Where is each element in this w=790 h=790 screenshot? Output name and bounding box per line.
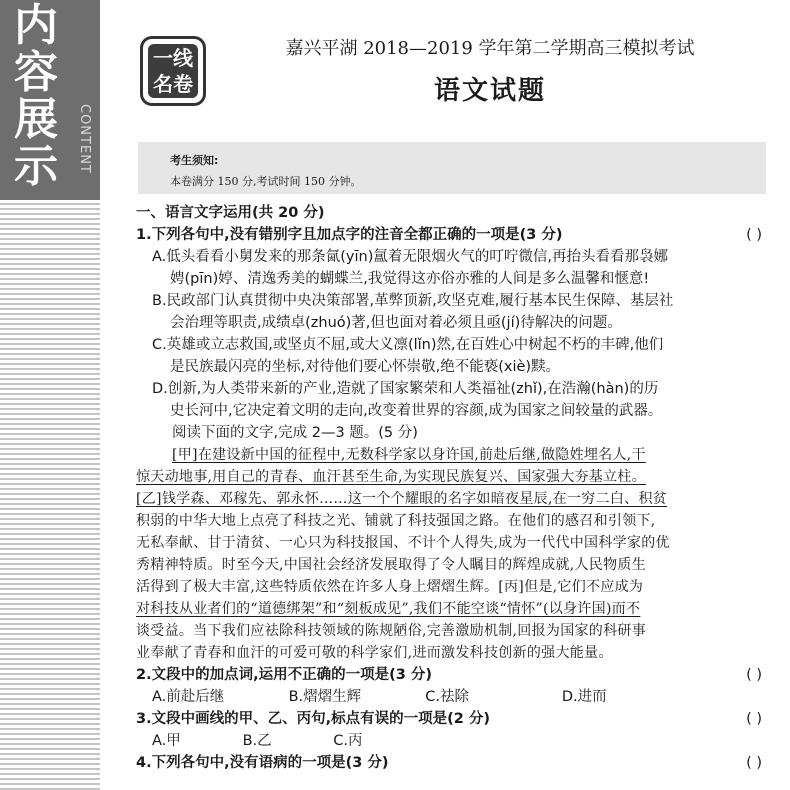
- question-2: [136, 664, 770, 686]
- question-4: [136, 752, 770, 774]
- passage-line: [乙]钱学森、邓稼先、郭永怀……这一个个耀眼的名字如暗夜星辰,在一穷二白、积贫: [136, 491, 668, 507]
- notice-box: [138, 142, 766, 194]
- sidebar-title-char: 内: [14, 0, 58, 51]
- question-1: [136, 224, 770, 246]
- passage-line: 对科技从业者们的“道德绑架”和“刻板成见”,我们不能空谈“情怀”(以身许国)而不: [136, 601, 641, 617]
- paper-badge-inner: [148, 44, 198, 98]
- subject-title: 语文试题: [433, 76, 546, 106]
- sidebar-title-char: 容: [14, 47, 58, 98]
- option-line: A.低头看看小舅发来的那条氤(yīn)氲着无限烟火气的叮咛微信,再抬头看看那袅娜: [152, 249, 668, 265]
- option-line: D.创新,为人类带来新的产业,造就了国家繁荣和人类福祉(zhǐ),在浩瀚(hàn)的历: [152, 381, 659, 397]
- passage-line: 活得到了极大丰富,这些特质依然在许多人身上熠熠生辉。[丙]但是,它们不应成为: [136, 579, 644, 595]
- option-line: 是民族最闪亮的坐标,对待他们要心怀崇敬,绝不能亵(xiè)黩。: [170, 359, 561, 375]
- option-a[interactable]: A.前赴后继: [152, 689, 225, 705]
- question-3-options: [136, 730, 770, 752]
- question-2-options: [136, 686, 770, 708]
- passage-line: [甲]在建设新中国的征程中,无数科学家以身许国,前赴后继,做隐姓埋名人,干: [172, 447, 646, 463]
- option-line: C.英雄或立志救国,或坚贞不屈,或大义凛(lǐn)然,在百姓心中树起不朽的丰碑,他们: [152, 337, 664, 353]
- option-b[interactable]: B.熠熠生辉: [288, 689, 362, 705]
- passage-line: 谈受益。当下我们应祛除科技领域的陈规陋俗,完善激励机制,回报为国家的科研事: [136, 623, 646, 639]
- exam-content: [136, 202, 770, 774]
- question-1-stem: 1.下列各句中,没有错别字且加点字的注音全都正确的一项是(3 分): [136, 227, 563, 243]
- passage-line: 无私奉献、甘于清贫、一心只为科技报国、不计个人得失,成为一代代中国科学家的优: [136, 535, 670, 551]
- option-line: 娉(pīn)婷、清逸秀美的蝴蝶兰,我觉得这亦俗亦雅的人间是多么温馨和惬意!: [170, 271, 650, 287]
- reading-intro: 阅读下面的文字,完成 2—3 题。(5 分): [172, 425, 418, 441]
- passage-line: 积弱的中华大地上点亮了科技之光、铺就了科技强国之路。在他们的感召和引领下,: [136, 513, 656, 529]
- sidebar-english-label: CONTENT: [77, 104, 92, 174]
- sidebar: [0, 0, 100, 790]
- option-line: B.民政部门认真贯彻中央决策部署,革弊顶新,攻坚克难,履行基本民生保障、基层社: [152, 293, 674, 309]
- question-4-stem: 4.下列各句中,没有语病的一项是(3 分): [136, 755, 389, 771]
- exam-title: 嘉兴平湖 2018—2019 学年第二学期高三模拟考试: [285, 38, 695, 59]
- question-3: [136, 708, 770, 730]
- notice-title: 考生须知:: [170, 154, 219, 167]
- answer-paren[interactable]: ( ): [746, 711, 762, 727]
- section-title: 一、语言文字运用(共 20 分): [136, 205, 325, 221]
- sidebar-stripes: [0, 200, 100, 790]
- paper-badge: [140, 36, 206, 106]
- question-3-stem: 3.文段中画线的甲、乙、丙句,标点有误的一项是(2 分): [136, 711, 490, 727]
- sidebar-title: [8, 2, 64, 190]
- passage-line: 惊天动地事,用自己的青春、血汗甚至生命,为实现民族复兴、国家强大夯基立柱。: [136, 469, 646, 485]
- badge-line-1: 一线: [153, 46, 193, 70]
- option-line: 史长河中,它决定着文明的走向,改变着世界的容颜,成为国家之间较量的武器。: [170, 403, 663, 419]
- option-line: 会治理等职责,成绩卓(zhuó)著,但也面对着必须且亟(jí)待解决的问题。: [170, 315, 622, 331]
- passage-line: 业奉献了青春和血汗的可爱可敬的科学家们,进而激发科技创新的强大能量。: [136, 645, 613, 661]
- sidebar-title-char: 展: [14, 94, 58, 145]
- passage-line: 秀精神特质。时至今天,中国社会经济发展取得了令人瞩目的辉煌成就,人民物质生: [136, 557, 646, 573]
- question-2-stem: 2.文段中的加点词,运用不正确的一项是(3 分): [136, 667, 432, 683]
- answer-paren[interactable]: ( ): [746, 227, 762, 243]
- option-c[interactable]: C.祛除: [425, 689, 469, 705]
- badge-line-2: 名卷: [153, 72, 193, 96]
- sidebar-title-char: 示: [14, 141, 58, 192]
- option-d[interactable]: D.进而: [561, 689, 607, 705]
- option-b[interactable]: B.乙: [242, 733, 272, 749]
- answer-paren[interactable]: ( ): [746, 755, 762, 771]
- answer-paren[interactable]: ( ): [746, 667, 762, 683]
- option-a[interactable]: A.甲: [152, 733, 181, 749]
- option-c[interactable]: C.丙: [333, 733, 363, 749]
- notice-body: 本卷满分 150 分,考试时间 150 分钟。: [170, 175, 362, 188]
